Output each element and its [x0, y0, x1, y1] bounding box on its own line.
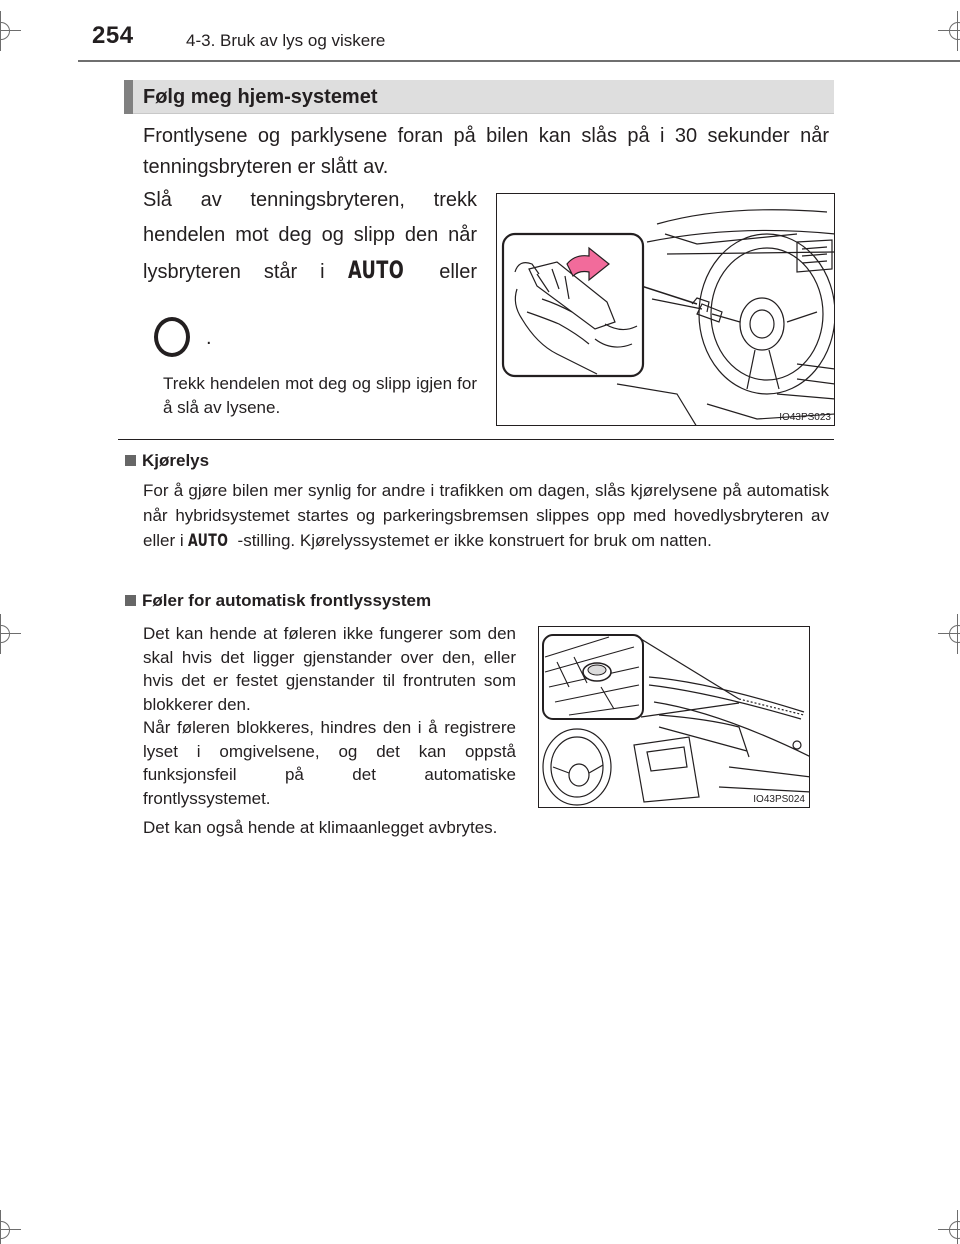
step-instruction	[143, 183, 477, 290]
kjorelys-paragraph	[143, 478, 829, 554]
step-eller: eller	[439, 261, 478, 283]
cancel-note: Trekk hendelen mot deg og slipp igjen for å slå av lysene.	[163, 374, 477, 417]
kjorelys-text: For å gjøre bilen mer synlig for andre i trafikken om dagen, slås kjørelysene på automatisk når hybridsystemet startes og parkeringsbremsen slippes opp med hovedlysbryteren av eller i	[143, 481, 829, 550]
sensor-paragraph-2: Når føleren blokkeres, hindres den i å registrere lyset i omgivelsene, og det kan oppstå funksjonsfeil på det automatiske frontlyssystemet.	[143, 718, 516, 808]
section-title: Følg meg hjem-systemet	[143, 86, 378, 108]
bullet-square-icon	[125, 595, 136, 606]
kjorelys-text-end: -stilling. Kjørelyssystemet er ikke konstruert for bruk om natten.	[237, 531, 712, 550]
sensor-heading	[125, 591, 431, 611]
chapter-title: 4-3. Bruk av lys og viskere	[186, 31, 386, 50]
step-period: .	[206, 327, 212, 349]
light-sensor-illustration	[539, 627, 810, 808]
figure-light-sensor	[538, 626, 810, 808]
sensor-paragraph-3: Det kan også hende at klimaanlegget avbrytes.	[143, 818, 498, 837]
figure-code: IO43PS023	[779, 412, 831, 423]
crop-mark-bottom-left	[0, 1210, 21, 1244]
bullet-square-icon	[125, 455, 136, 466]
section-separator	[118, 439, 834, 440]
section-title-tab	[124, 80, 133, 114]
intro-paragraph: Frontlysene og parklysene foran på bilen kan slås på i 30 sekunder når tenningsbryteren er slått av.	[143, 125, 829, 178]
kjorelys-heading-text: Kjørelys	[142, 451, 210, 470]
crop-mark-mid-right	[938, 614, 960, 654]
headlight-lever-illustration	[497, 194, 835, 426]
auto-position-symbol: AUTO	[347, 256, 404, 284]
step-text: Slå av tenningsbryteren, trekk hendelen mot deg og slipp den når lysbryteren står i	[143, 189, 477, 283]
section-title-bar	[124, 80, 834, 114]
light-switch-symbol	[154, 317, 190, 357]
figure-headlight-lever	[496, 193, 835, 426]
sensor-heading-text: Føler for automatisk frontlyssystem	[142, 591, 432, 610]
crop-mark-top-right	[938, 11, 960, 51]
crop-mark-mid-left	[0, 614, 21, 654]
kjorelys-heading	[125, 451, 209, 471]
crop-mark-top-left	[0, 11, 21, 51]
auto-position-symbol: AUTO	[188, 531, 229, 551]
page-number: 254	[92, 22, 134, 49]
sensor-paragraph-1: Det kan hende at føleren ikke fungerer som den skal hvis det ligger gjenstander over den, eller hvis det er festet gjenstander til frontruten som blokkerer den.	[143, 624, 516, 714]
header-rule	[78, 60, 960, 62]
figure-code: IO43PS024	[753, 794, 805, 805]
crop-mark-bottom-right	[938, 1210, 960, 1244]
